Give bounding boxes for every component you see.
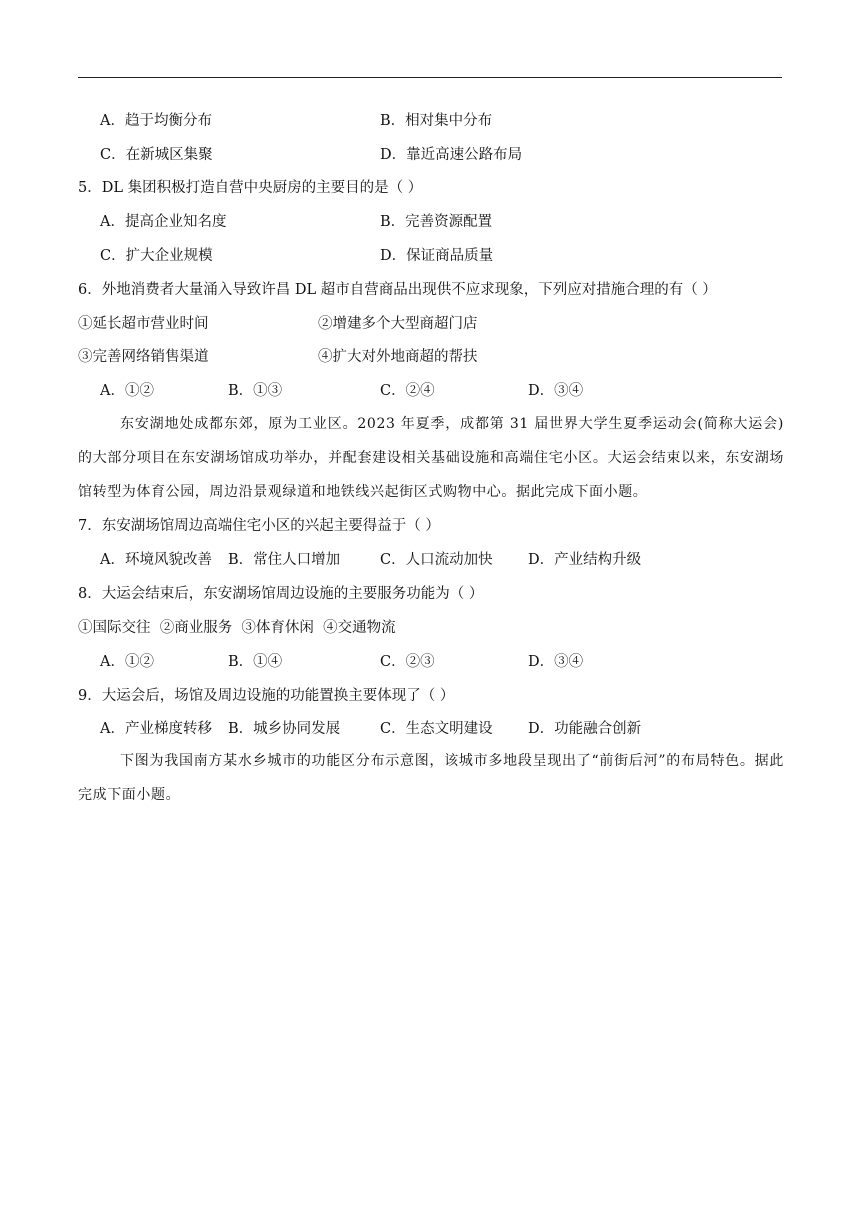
q5-stem: 5．DL 集团积极打造自营中央厨房的主要目的是（ ）	[78, 180, 423, 196]
q6-stem: 6．外地消费者大量涌入导致许昌 DL 超市自营商品出现供不应求现象，下列应对措施合理的有（ ）	[78, 282, 717, 298]
header-rule	[78, 77, 782, 78]
q6-option-a[interactable]: A．①②	[100, 383, 154, 399]
q6-option-c[interactable]: C．②④	[380, 383, 435, 399]
q7-option-c[interactable]: C．人口流动加快	[380, 552, 493, 568]
q9-option-b[interactable]: B．城乡协同发展	[228, 721, 341, 737]
q8-option-a[interactable]: A．①②	[100, 654, 154, 670]
q7-option-b[interactable]: B．常住人口增加	[228, 552, 341, 568]
q6-option-d[interactable]: D．③④	[528, 383, 584, 399]
q9-option-a[interactable]: A．产业梯度转移	[100, 721, 212, 737]
q6-item-3: ③完善网络销售渠道	[78, 349, 209, 365]
q4-option-d[interactable]: D．靠近高速公路布局	[380, 147, 523, 163]
q5-option-b[interactable]: B．完善资源配置	[380, 214, 493, 230]
q9-option-c[interactable]: C．生态文明建设	[380, 721, 493, 737]
q9-stem: 9．大运会后，场馆及周边设施的功能置换主要体现了（ ）	[78, 688, 455, 704]
q8-option-b[interactable]: B．①④	[228, 654, 283, 670]
q8-stem: 8．大运会结束后，东安湖场馆周边设施的主要服务功能为（ ）	[78, 586, 484, 602]
q6-option-b[interactable]: B．①③	[228, 383, 283, 399]
passage-water-town: 下图为我国南方某水乡城市的功能区分布示意图，该城市多地段呈现出了“前街后河”的布局特色。据此完成下面小题。	[78, 753, 784, 803]
q8-option-c[interactable]: C．②③	[380, 654, 435, 670]
q5-option-c[interactable]: C．扩大企业规模	[100, 248, 213, 264]
q8-items: ①国际交往 ②商业服务 ③体育休闲 ④交通物流	[78, 620, 396, 636]
q7-option-d[interactable]: D．产业结构升级	[528, 552, 642, 568]
q6-item-4: ④扩大对外地商超的帮扶	[318, 349, 478, 365]
q6-item-1: ①延长超市营业时间	[78, 316, 209, 332]
q5-option-a[interactable]: A．提高企业知名度	[100, 214, 227, 230]
q9-option-d[interactable]: D．功能融合创新	[528, 721, 642, 737]
q7-option-a[interactable]: A．环境风貌改善	[100, 552, 212, 568]
q5-option-d[interactable]: D．保证商品质量	[380, 248, 494, 264]
q8-option-d[interactable]: D．③④	[528, 654, 584, 670]
q4-option-a[interactable]: A．趋于均衡分布	[100, 113, 212, 129]
q7-stem: 7．东安湖场馆周边高端住宅小区的兴起主要得益于（ ）	[78, 518, 440, 534]
passage-dongan-lake: 东安湖地处成都东郊，原为工业区。2023 年夏季，成都第 31 届世界大学生夏季运动会(简称大运会)的大部分项目在东安湖场馆成功举办，并配套建设相关基础设施和高端住宅小区。大运会结束以来，东安湖场馆转型为体育公园，周边沿景观绿道和地铁线兴起街区式购物中心。据此完成下面小题。	[78, 416, 784, 500]
q4-option-b[interactable]: B．相对集中分布	[380, 113, 493, 129]
q4-option-c[interactable]: C．在新城区集聚	[100, 147, 213, 163]
q6-item-2: ②增建多个大型商超门店	[318, 316, 478, 332]
